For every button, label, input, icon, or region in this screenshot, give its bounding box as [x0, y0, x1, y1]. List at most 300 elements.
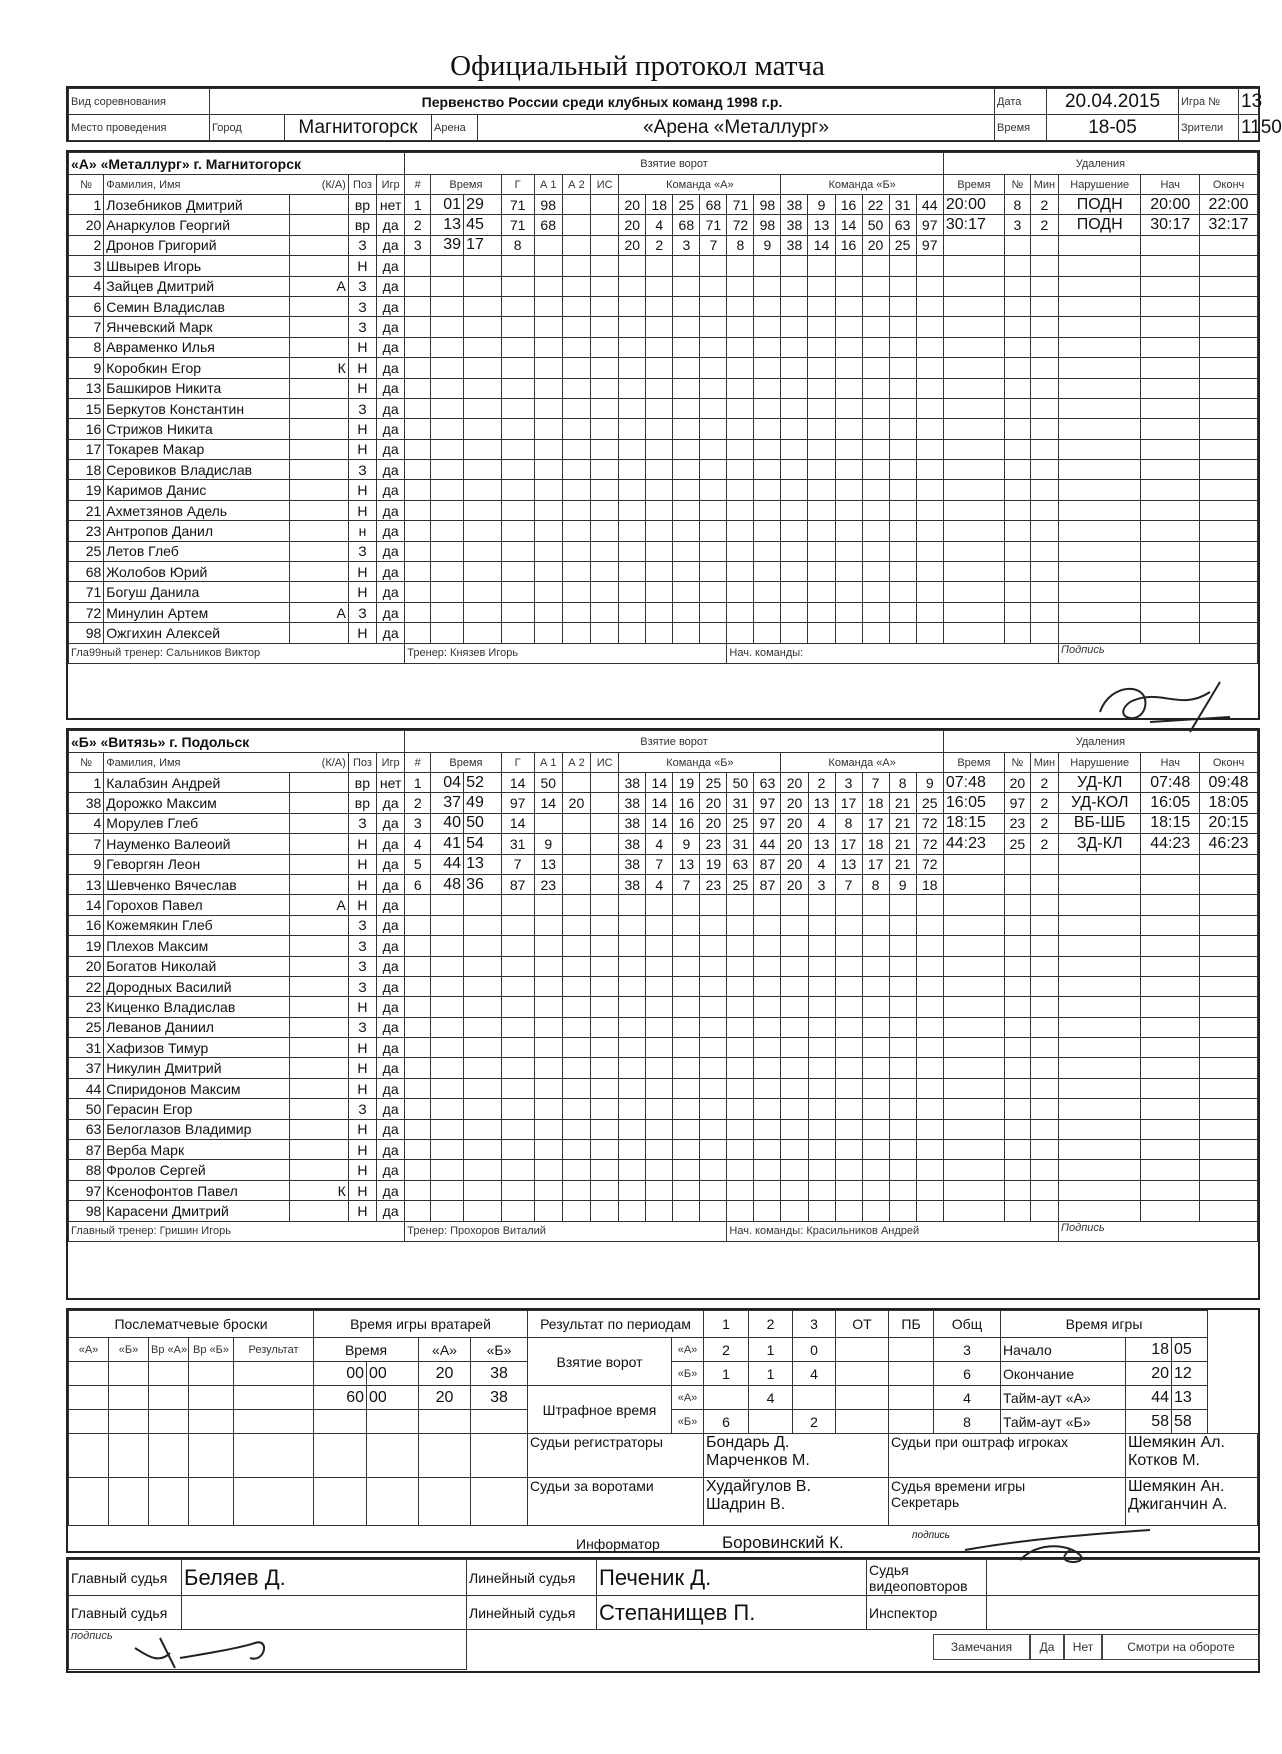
- empty-cell: [808, 256, 835, 276]
- empty-cell: [1200, 419, 1258, 439]
- on-ice-opp: 72: [916, 834, 943, 854]
- empty-cell: [1059, 276, 1141, 296]
- player-name: Леванов Даниил: [104, 1017, 290, 1037]
- player-role: [290, 1160, 349, 1180]
- goal-is: [591, 195, 619, 215]
- goal-scorer: 71: [501, 195, 534, 215]
- empty-cell: [781, 480, 808, 500]
- goal-scorer: 31: [501, 834, 534, 854]
- col-num: №: [69, 175, 104, 195]
- empty-cell: [501, 562, 534, 582]
- table-row: [69, 936, 1258, 956]
- player-role: [290, 915, 349, 935]
- player-name: Богатов Николай: [104, 956, 290, 976]
- empty-cell: [431, 582, 464, 602]
- empty-cell: [1059, 582, 1141, 602]
- player-played: да: [377, 419, 405, 439]
- empty-cell: [835, 602, 862, 622]
- empty-cell: [1200, 1058, 1258, 1078]
- empty-cell: [431, 956, 464, 976]
- on-ice-own: 25: [700, 773, 727, 793]
- empty-cell: [405, 562, 431, 582]
- empty-cell: [501, 480, 534, 500]
- game-time-header: Время игры: [1001, 1311, 1208, 1338]
- player-played: да: [377, 936, 405, 956]
- player-played: да: [377, 1058, 405, 1078]
- on-ice-own: 25: [673, 195, 700, 215]
- empty-cell: [1141, 480, 1200, 500]
- empty-cell: [405, 337, 431, 357]
- col-num: №: [69, 753, 104, 773]
- empty-cell: [646, 1099, 673, 1119]
- player-role: [290, 1078, 349, 1098]
- game-number: 13: [1239, 89, 1259, 115]
- goal-assist-2: [562, 854, 590, 874]
- on-ice-opp: 7: [862, 773, 889, 793]
- empty-cell: [943, 1119, 1004, 1139]
- empty-cell: [405, 1201, 431, 1221]
- pim-b-p2: [749, 1410, 793, 1434]
- pen-time: [943, 215, 1004, 235]
- pen-start: [1141, 834, 1200, 854]
- empty-cell: [889, 915, 916, 935]
- pen-minutes: 2: [1030, 793, 1058, 813]
- empty-cell: [889, 895, 916, 915]
- empty-cell: [1059, 1140, 1141, 1160]
- empty-cell: [405, 915, 431, 935]
- player-name: Дородных Василий: [104, 976, 290, 996]
- empty-cell: [700, 419, 727, 439]
- head-coach-label: Главный тренер:: [71, 1225, 157, 1238]
- empty-cell: [405, 398, 431, 418]
- player-played: да: [377, 562, 405, 582]
- pen-time-sep: :: [963, 814, 969, 832]
- start-time: 18-05: [1047, 115, 1179, 141]
- empty-cell: [1200, 235, 1258, 255]
- player-role: [290, 582, 349, 602]
- empty-cell: [619, 419, 646, 439]
- player-position: Н: [348, 378, 376, 398]
- empty-cell: [781, 1099, 808, 1119]
- gt-start-label: Начало: [1001, 1338, 1126, 1362]
- empty-cell: [405, 976, 431, 996]
- empty-cell: [1004, 874, 1030, 894]
- empty-cell: [700, 337, 727, 357]
- empty-cell: [916, 1160, 943, 1180]
- arena-label: Арена: [432, 115, 478, 141]
- empty-cell: [781, 997, 808, 1017]
- empty-cell: [534, 562, 562, 582]
- empty-cell: [1030, 1140, 1058, 1160]
- gt-tob-sec: 58: [1172, 1410, 1208, 1434]
- player-role: [290, 562, 349, 582]
- player-role: К: [290, 1180, 349, 1200]
- gt-toa-sec: 13: [1172, 1386, 1208, 1410]
- col-time: Время: [431, 175, 502, 195]
- empty-cell: [619, 915, 646, 935]
- empty-cell: [889, 1058, 916, 1078]
- on-ice-own: 31: [727, 793, 754, 813]
- empty-cell: [673, 1119, 700, 1139]
- empty-cell: [889, 602, 916, 622]
- goal-assist-1: 13: [534, 854, 562, 874]
- empty-cell: [700, 976, 727, 996]
- goal-assist-2: [562, 834, 590, 854]
- pim-label: Штрафное время: [528, 1386, 672, 1434]
- empty-cell: [1141, 460, 1200, 480]
- empty-cell: [405, 256, 431, 276]
- empty-cell: [1030, 235, 1058, 255]
- so-result: Результат: [234, 1338, 314, 1362]
- team-b-pens-header: Удаления: [943, 731, 1257, 753]
- player-played: да: [377, 215, 405, 235]
- empty-cell: [1059, 337, 1141, 357]
- empty-cell: [835, 956, 862, 976]
- on-ice-own: 9: [673, 834, 700, 854]
- player-role: [290, 1140, 349, 1160]
- table-row: [69, 215, 1258, 235]
- empty-cell: [862, 1119, 889, 1139]
- empty-cell: [431, 317, 464, 337]
- table-row: [69, 793, 1258, 813]
- empty-cell: [405, 480, 431, 500]
- team-b-tag-2: «Б»: [672, 1410, 704, 1434]
- player-name: Дронов Григорий: [104, 235, 290, 255]
- empty-cell: [862, 1078, 889, 1098]
- empty-cell: [431, 337, 464, 357]
- empty-cell: [754, 1017, 781, 1037]
- empty-cell: [727, 915, 754, 935]
- empty-cell: [431, 460, 464, 480]
- empty-cell: [619, 936, 646, 956]
- player-name: Беркутов Константин: [104, 398, 290, 418]
- pen-end-sep: :: [1226, 216, 1231, 234]
- empty-cell: [781, 915, 808, 935]
- empty-cell: [835, 1119, 862, 1139]
- empty-cell: [431, 398, 464, 418]
- player-played: нет: [377, 773, 405, 793]
- empty-cell: [727, 541, 754, 561]
- empty-cell: [673, 602, 700, 622]
- player-position: Н: [348, 834, 376, 854]
- on-ice-opp: 20: [781, 793, 808, 813]
- empty-cell: [727, 1078, 754, 1098]
- empty-cell: [754, 296, 781, 316]
- goal-is: [591, 793, 619, 813]
- pen-start-min: 30: [1150, 216, 1168, 234]
- coach-name: Прохоров Виталий: [450, 1225, 546, 1238]
- player-name: Швырев Игорь: [104, 256, 290, 276]
- empty-cell: [591, 1058, 619, 1078]
- player-played: да: [377, 1140, 405, 1160]
- player-name: Антропов Данил: [104, 521, 290, 541]
- player-number: 25: [69, 1017, 104, 1037]
- pen-end: [1200, 195, 1258, 215]
- spectators: 1150: [1239, 115, 1259, 141]
- remarks-yes[interactable]: Да: [1030, 1634, 1064, 1660]
- goals-b-p1: 1: [704, 1362, 749, 1386]
- empty-cell: [646, 419, 673, 439]
- player-position: З: [348, 602, 376, 622]
- pen-player: 3: [1004, 215, 1030, 235]
- empty-cell: [1200, 1017, 1258, 1037]
- gt-start-sec: 05: [1172, 1338, 1208, 1362]
- main-ref-2: [182, 1596, 467, 1630]
- empty-cell: [534, 895, 562, 915]
- player-name: Богуш Данила: [104, 582, 290, 602]
- empty-cell: [1141, 1017, 1200, 1037]
- goal-judges-label: Судьи за воротами: [528, 1478, 704, 1526]
- empty-cell: [781, 500, 808, 520]
- col-pos: Поз: [348, 753, 376, 773]
- gt-tob-min: 58: [1126, 1410, 1172, 1434]
- pen-time-sep: :: [963, 195, 969, 213]
- goal-assist-2: [562, 235, 590, 255]
- empty-cell: [405, 541, 431, 561]
- gk-row1-a: 20: [419, 1362, 471, 1386]
- on-ice-opp: 17: [835, 793, 862, 813]
- player-position: З: [348, 956, 376, 976]
- on-ice-own: 38: [619, 793, 646, 813]
- goalie-time-header: Время игры вратарей: [314, 1311, 528, 1338]
- on-ice-own: 97: [754, 813, 781, 833]
- col-hash: #: [405, 175, 431, 195]
- empty-cell: [1030, 337, 1058, 357]
- empty-cell: [781, 936, 808, 956]
- on-ice-own: 38: [619, 773, 646, 793]
- empty-cell: [727, 317, 754, 337]
- empty-cell: [1200, 1140, 1258, 1160]
- signature-head-ref: [130, 1628, 280, 1673]
- empty-cell: [889, 1038, 916, 1058]
- empty-cell: [562, 997, 590, 1017]
- table-row: [69, 1038, 1258, 1058]
- empty-cell: [646, 956, 673, 976]
- col-g: Г: [501, 753, 534, 773]
- empty-cell: [431, 562, 464, 582]
- col-start: Нач: [1141, 175, 1200, 195]
- player-position: Н: [348, 854, 376, 874]
- empty-cell: [673, 256, 700, 276]
- summary-sign-label: подпись: [912, 1530, 950, 1541]
- empty-cell: [562, 1058, 590, 1078]
- empty-cell: [1030, 915, 1058, 935]
- empty-cell: [727, 582, 754, 602]
- empty-cell: [1030, 256, 1058, 276]
- empty-cell: [889, 1201, 916, 1221]
- empty-cell: [943, 460, 1004, 480]
- empty-cell: [501, 317, 534, 337]
- empty-cell: [1059, 480, 1141, 500]
- empty-cell: [916, 1017, 943, 1037]
- pen-start-min: 18: [1150, 814, 1168, 832]
- player-role: [290, 834, 349, 854]
- empty-cell: [646, 936, 673, 956]
- player-played: да: [377, 317, 405, 337]
- so-gkb: Вр «Б»: [189, 1338, 234, 1362]
- player-number: 3: [69, 256, 104, 276]
- pen-start: [1141, 773, 1200, 793]
- pen-start-sep: :: [1168, 834, 1173, 852]
- empty-cell: [862, 976, 889, 996]
- empty-cell: [405, 1058, 431, 1078]
- empty-cell: [562, 1119, 590, 1139]
- empty-cell: [835, 1038, 862, 1058]
- on-ice-opp: 14: [808, 235, 835, 255]
- empty-cell: [1141, 976, 1200, 996]
- pen-end-sep: :: [1226, 195, 1231, 213]
- empty-cell: [1200, 1099, 1258, 1119]
- empty-cell: [673, 337, 700, 357]
- empty-cell: [1200, 623, 1258, 643]
- registrars-label: Судьи регистраторы: [528, 1434, 704, 1478]
- player-position: Н: [348, 1201, 376, 1221]
- player-number: 22: [69, 976, 104, 996]
- empty-cell: [501, 276, 534, 296]
- empty-cell: [562, 521, 590, 541]
- empty-cell: [464, 358, 502, 378]
- empty-cell: [1200, 317, 1258, 337]
- empty-cell: [534, 541, 562, 561]
- player-played: да: [377, 813, 405, 833]
- empty-cell: [673, 1140, 700, 1160]
- goal-assist-1: 98: [534, 195, 562, 215]
- empty-cell: [619, 460, 646, 480]
- empty-cell: [1141, 1058, 1200, 1078]
- empty-cell: [1200, 1201, 1258, 1221]
- on-ice-opp: 50: [862, 215, 889, 235]
- pen-end-min: 18: [1208, 794, 1227, 812]
- empty-cell: [1004, 1119, 1030, 1139]
- player-number: 17: [69, 439, 104, 459]
- empty-cell: [1200, 915, 1258, 935]
- empty-cell: [916, 1140, 943, 1160]
- col-ka-label: (К/А): [321, 756, 346, 769]
- empty-cell: [646, 439, 673, 459]
- head-coach: [69, 1221, 405, 1241]
- empty-cell: [591, 419, 619, 439]
- empty-cell: [562, 956, 590, 976]
- empty-cell: [889, 296, 916, 316]
- period-total: Общ: [934, 1311, 1001, 1338]
- empty-cell: [534, 500, 562, 520]
- empty-cell: [862, 1017, 889, 1037]
- empty-cell: [464, 582, 502, 602]
- empty-cell: [464, 1119, 502, 1139]
- city: Магнитогорск: [285, 115, 432, 141]
- player-number: 13: [69, 378, 104, 398]
- empty-cell: [754, 1201, 781, 1221]
- empty-cell: [781, 256, 808, 276]
- empty-cell: [943, 1180, 1004, 1200]
- player-position: Н: [348, 256, 376, 276]
- empty-cell: [562, 1017, 590, 1037]
- col-pos: Поз: [348, 175, 376, 195]
- empty-cell: [646, 276, 673, 296]
- empty-cell: [1141, 439, 1200, 459]
- empty-cell: [835, 936, 862, 956]
- empty-cell: [591, 582, 619, 602]
- empty-cell: [431, 997, 464, 1017]
- empty-cell: [727, 500, 754, 520]
- shootout-header: Послематчевые броски: [69, 1311, 314, 1338]
- player-role: [290, 1038, 349, 1058]
- player-played: да: [377, 460, 405, 480]
- empty-cell: [534, 956, 562, 976]
- empty-cell: [646, 1160, 673, 1180]
- empty-cell: [808, 1119, 835, 1139]
- empty-cell: [700, 439, 727, 459]
- chief-name: Красильников Андрей: [806, 1225, 920, 1238]
- empty-cell: [1141, 562, 1200, 582]
- on-ice-own: 31: [727, 834, 754, 854]
- table-row: [69, 521, 1258, 541]
- empty-cell: [431, 1038, 464, 1058]
- on-ice-opp: 97: [916, 215, 943, 235]
- empty-cell: [916, 480, 943, 500]
- col-end: Оконч: [1200, 753, 1258, 773]
- empty-cell: [619, 1160, 646, 1180]
- empty-cell: [754, 602, 781, 622]
- pen-end-min: 20: [1208, 814, 1227, 832]
- remarks-label: Замечания: [933, 1634, 1030, 1660]
- pen-end: [1200, 813, 1258, 833]
- empty-cell: [700, 1180, 727, 1200]
- registrar-a: Бондарь Д.: [706, 1434, 790, 1451]
- remarks-no[interactable]: Нет: [1064, 1634, 1102, 1660]
- empty-cell: [534, 460, 562, 480]
- on-ice-opp: 3: [808, 874, 835, 894]
- on-ice-opp: 72: [916, 813, 943, 833]
- empty-cell: [673, 1160, 700, 1180]
- empty-cell: [727, 562, 754, 582]
- goal-min: 48: [431, 874, 464, 894]
- empty-cell: [1059, 936, 1141, 956]
- video-ref-label: Судья видеоповторов: [867, 1560, 987, 1596]
- pen-end-sep: :: [1226, 794, 1231, 812]
- empty-cell: [405, 1038, 431, 1058]
- signature-team-a: [1090, 672, 1250, 742]
- empty-cell: [464, 439, 502, 459]
- empty-cell: [591, 1017, 619, 1037]
- empty-cell: [916, 602, 943, 622]
- player-position: Н: [348, 997, 376, 1017]
- period-header: Результат по периодам: [528, 1311, 704, 1338]
- empty-cell: [1059, 398, 1141, 418]
- on-ice-opp: 13: [808, 834, 835, 854]
- empty-cell: [501, 1038, 534, 1058]
- empty-cell: [1004, 915, 1030, 935]
- empty-cell: [1141, 541, 1200, 561]
- player-number: 44: [69, 1078, 104, 1098]
- empty-cell: [619, 895, 646, 915]
- empty-cell: [619, 296, 646, 316]
- empty-cell: [591, 915, 619, 935]
- empty-cell: [1030, 480, 1058, 500]
- empty-cell: [889, 276, 916, 296]
- empty-cell: [808, 976, 835, 996]
- goals-b-p3: 4: [793, 1362, 836, 1386]
- empty-cell: [943, 296, 1004, 316]
- secretary: Джиганчин А.: [1128, 1496, 1228, 1513]
- empty-cell: [501, 521, 534, 541]
- player-played: да: [377, 602, 405, 622]
- empty-cell: [1030, 296, 1058, 316]
- on-ice-own: 16: [673, 793, 700, 813]
- empty-cell: [808, 1038, 835, 1058]
- empty-cell: [405, 439, 431, 459]
- empty-cell: [431, 419, 464, 439]
